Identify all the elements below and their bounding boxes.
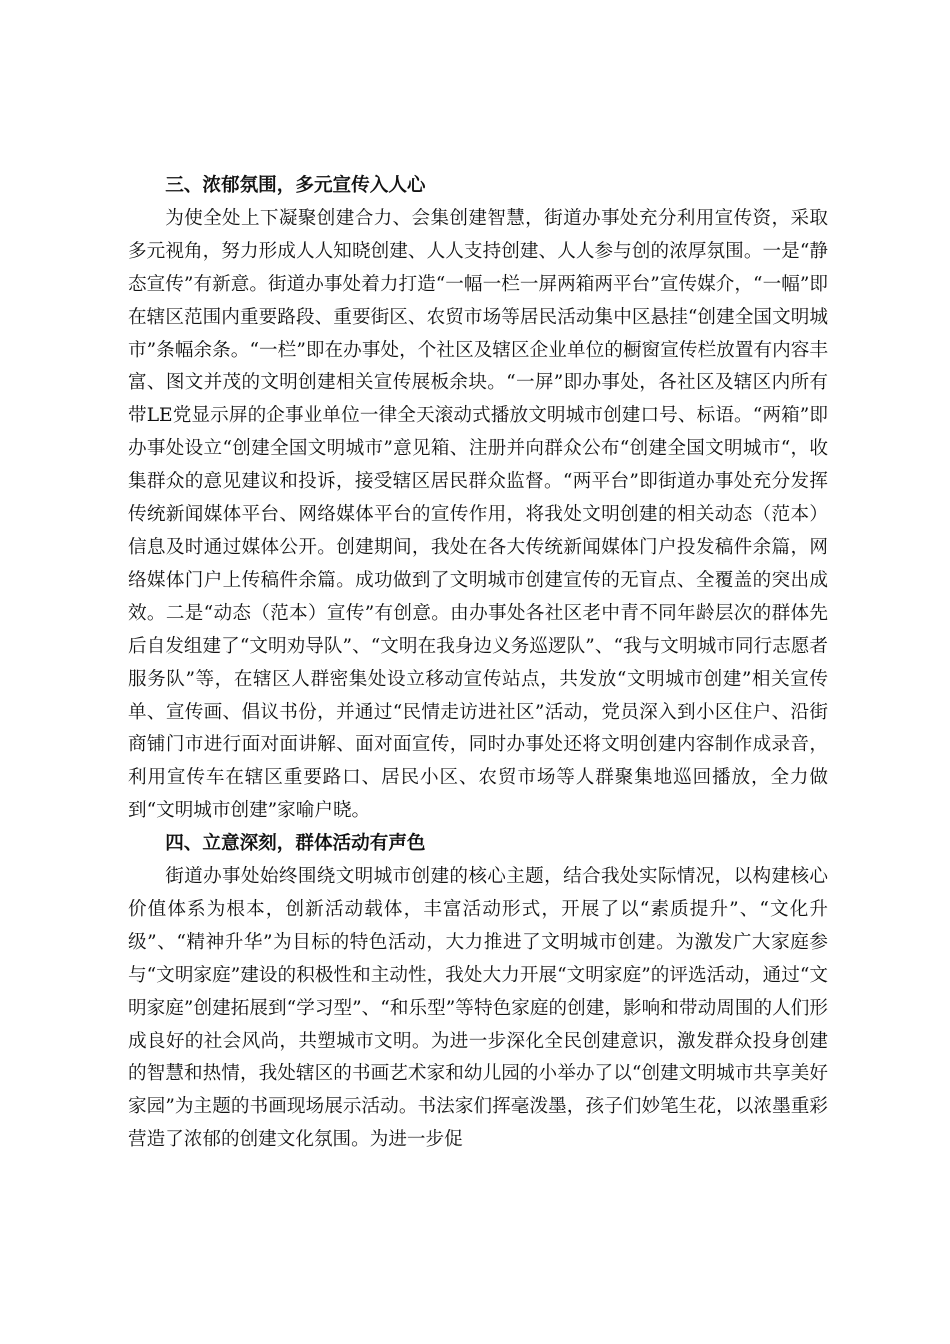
section-heading-3: 三、浓郁氛围，多元宣传入人心 [165, 175, 426, 196]
section-paragraph-3: 为使全处上下凝聚创建合力、会集创建智慧，街道办事处充分利用宣传资，采取多元视角，努力形成人人知晓创建、人人支持创建、人人参与创的浓厚氛围。一是“静态宣传”有新意。街道办事处着力打造“一幅一栏一屏两箱两平台”宣传媒介，“一幅”即在辖区范围内重要路段、重要街区、农贸市场等居民活动集中区悬挂“创建全国文明城市”条幅余条。“一栏”即在办事处，个社区及辖区企业单位的橱窗宣传栏放置有内容丰富、图文并茂的文明创建相关宣传展板余块。“一屏”即办事处，各社区及辖区内所有带LE党显示屏的企事业单位一律全天滚动式播放文明城市创建口号、标语。“两箱”即办事处设立“创建全国文明城市”意见箱、注册并向群众公布“创建全国文明城市“，收集群众的意见建议和投诉，接受辖区居民群众监督。“两平台”即街道办事处充分发挥传统新闻媒体平台、网络媒体平台的宣传作用，将我处文明创建的相关动态（范本）信息及时通过媒体公开。创建期间，我处在各大传统新闻媒体门户投发稿件余篇，网络媒体门户上传稿件余篇。成功做到了文明城市创建宣传的无盲点、全覆盖的突出成效。二是“动态（范本）宣传”有创意。由办事处各社区老中青不同年龄层次的群体先后自发组建了“文明劝导队”、“文明在我身边义务巡逻队”、“我与文明城市同行志愿者服务队”等，在辖区人群密集处设立移动宣传站点，共发放“文明城市创建”相关宣传单、宣传画、倡议书份，并通过“民情走访进社区”活动，党员深入到小区住户、沿街商铺门市进行面对面讲解、面对面宣传，同时办事处还将文明创建内容制作成录音，利用宣传车在辖区重要路口、居民小区、农贸市场等人群聚集地巡回播放，全力做到“文明城市创建”家喻户晓。 [128, 207, 828, 822]
document-body [128, 170, 828, 1157]
section-paragraph-4: 街道办事处始终围绕文明城市创建的核心主题，结合我处实际情况，以构建核心价值体系为根本，创新活动载体，丰富活动形式，开展了以“素质提升”、“文化升级”、“精神升华”为目标的特色活动，大力推进了文明城市创建。为激发广大家庭参与“文明家庭”建设的积极性和主动性，我处大力开展“文明家庭”的评选活动，通过“文明家庭”创建拓展到“学习型”、“和乐型”等特色家庭的创建，影响和带动周围的人们形成良好的社会风尚，共塑城市文明。为进一步深化全民创建意识，激发群众投身创建的智慧和热情，我处辖区的书画艺术家和幼儿园的小举办了以“创建文明城市共享美好家园”为主题的书画现场展示活动。书法家们挥毫泼墨，孩子们妙笔生花，以浓墨重彩营造了浓郁的创建文化氛围。为进一步促 [128, 866, 828, 1151]
section-heading-4: 四、立意深刻，群体活动有声色 [165, 833, 426, 855]
